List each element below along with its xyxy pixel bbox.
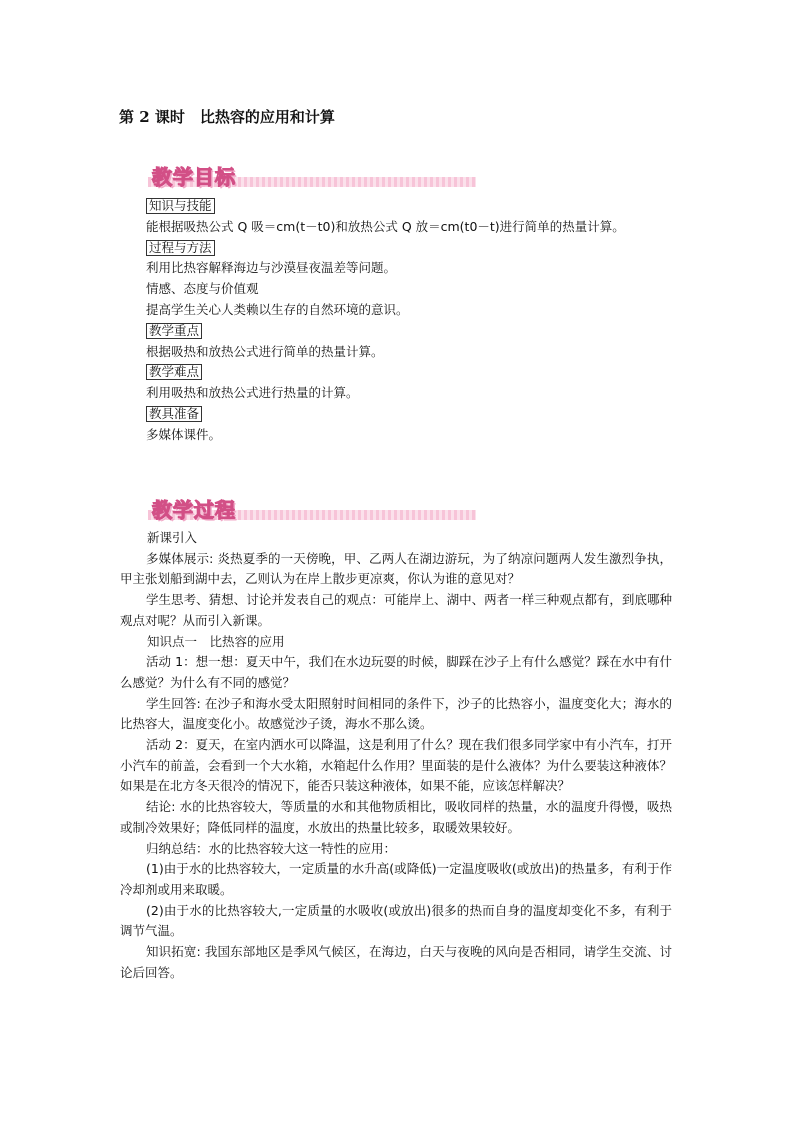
process-paragraph: 多媒体展示: 炎热夏季的一天傍晚，甲、乙两人在湖边游玩，为了纳凉问题两人发生激烈争执，甲主张划船到湖中去，乙则认为在岸上散步更凉爽，你认为谁的意见对？: [120, 550, 672, 587]
process-paragraph: 知识拓宽: 我国东部地区是季风气候区，在海边，白天与夜晚的风向是否相同，请学生交流、讨论后回答。: [120, 944, 672, 980]
process-paragraph: (1)由于水的比热容较大，一定质量的水升高(或降低)一定温度吸收(或放出)的热量多，有利于作冷却剂或用来取暖。: [120, 861, 672, 897]
goal-text-materials: 多媒体课件。: [146, 426, 222, 442]
teaching-goals: [146, 196, 666, 446]
goal-heading-key-points: 教学重点: [146, 323, 202, 339]
section-banner-goals: [148, 164, 476, 190]
teaching-process: [120, 528, 672, 983]
banner-label-process: 教学过程: [152, 498, 236, 522]
process-paragraph: 结论: 水的比热容较大，等质量的水和其他物质相比，吸收同样的热量，水的温度升得慢，吸热或制冷效果好；降低同样的温度，水放出的热量比较多，取暖效果较好。: [120, 799, 672, 835]
banner-label-goals: 教学目标: [152, 165, 236, 189]
goal-heading-difficulties: 教学难点: [146, 364, 202, 380]
goal-heading-process: 过程与方法: [146, 240, 215, 256]
section-banner-process: [148, 497, 476, 523]
goal-text-process: 利用比热容解释海边与沙漠昼夜温差等问题。: [146, 260, 397, 276]
process-paragraph: 活动 2：夏天，在室内洒水可以降温，这是利用了什么？现在我们很多同学家中有小汽车，打开小汽车的前盖，会看到一个大水箱，水箱起什么作用？里面装的是什么液体？为什么要装这种液体？如果是在北方冬天很冷的情况下，能否只装这种液体，如果不能，应该怎样解决？: [120, 737, 672, 794]
process-paragraph: 学生思考、猜想、讨论并发表自己的观点：可能岸上、湖中、两者一样三种观点都有，到底哪种观点对呢？从而引入新课。: [120, 592, 672, 628]
goal-text-knowledge: 能根据吸热公式 Q 吸＝cm(t－t0)和放热公式 Q 放＝cm(t0－t)进行简单的热量计算。: [146, 218, 625, 234]
goal-text-attitude: 提高学生关心人类赖以生存的自然环境的意识。: [146, 301, 409, 317]
process-paragraph: (2)由于水的比热容较大,一定质量的水吸收(或放出)很多的热而自身的温度却变化不多，有利于调节气温。: [120, 902, 672, 939]
goal-heading-knowledge: 知识与技能: [146, 198, 215, 214]
goal-heading-materials: 教具准备: [146, 406, 202, 422]
process-paragraph: 归纳总结：水的比热容较大这一特性的应用：: [146, 840, 397, 856]
process-heading-knowledge-point: 知识点一 比热容的应用: [147, 633, 285, 649]
process-paragraph: 活动 1：想一想：夏天中午，我们在水边玩耍的时候，脚踩在沙子上有什么感觉？踩在水中有什么感觉？为什么有不同的感觉？: [120, 654, 672, 690]
goal-text-key-points: 根据吸热和放热公式进行简单的热量计算。: [146, 343, 384, 359]
goal-heading-attitude: 情感、态度与价值观: [146, 281, 259, 297]
process-heading-intro: 新课引入: [147, 530, 198, 545]
goal-text-difficulties: 利用吸热和放热公式进行热量的计算。: [146, 385, 359, 401]
page-title: 第 2 课时 比热容的应用和计算: [119, 108, 335, 126]
process-paragraph: 学生回答: 在沙子和海水受太阳照射时间相同的条件下，沙子的比热容小，温度变化大；海水的比热容大，温度变化小。故感觉沙子烫，海水不那么烫。: [120, 695, 672, 732]
